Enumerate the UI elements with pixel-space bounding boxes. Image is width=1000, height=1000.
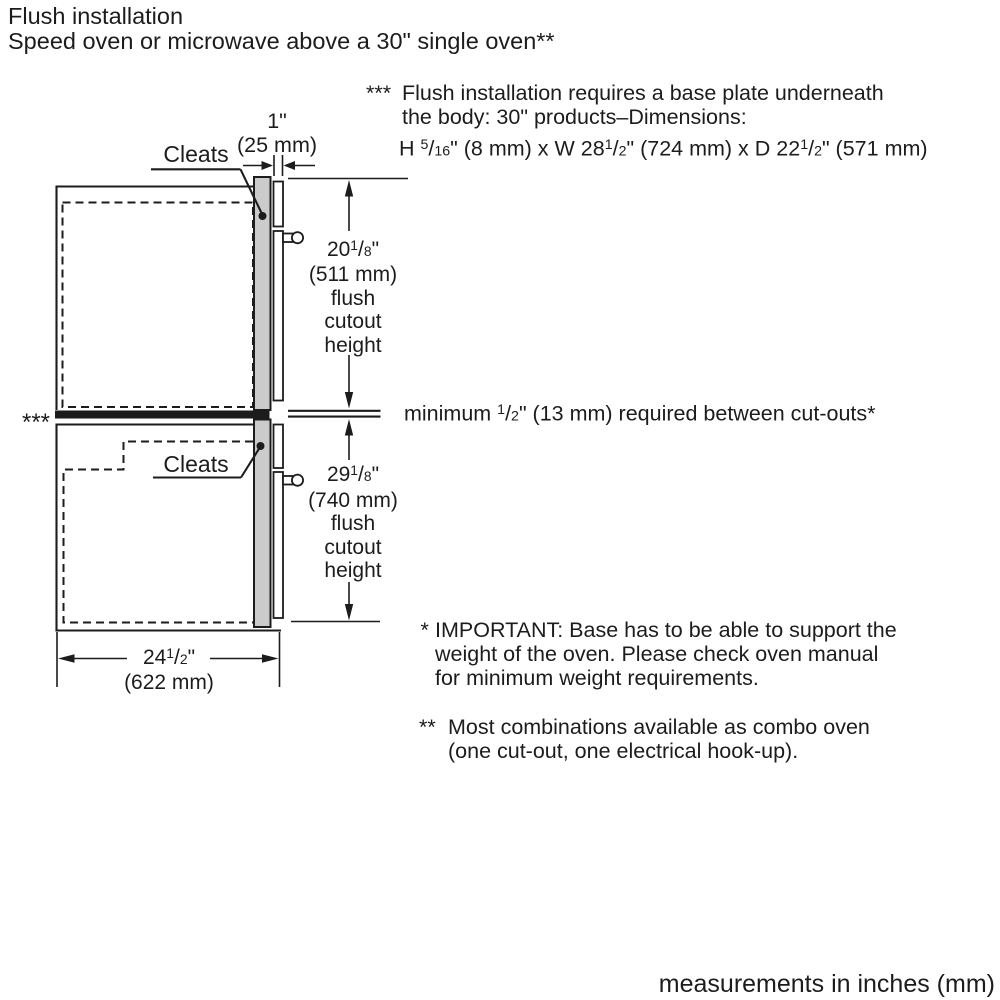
upper-oven-body-dashed: [63, 203, 254, 408]
dim-frac-num: 1: [350, 462, 359, 478]
dims-frac-num: 5: [420, 136, 429, 153]
dim-whole: 29: [326, 463, 351, 487]
note-important-line-2: weight of the oven. Please check oven manual: [435, 641, 879, 666]
upper-cutout-dim-word2: cutout: [324, 310, 382, 334]
cleats-label-bottom: Cleats: [163, 450, 229, 477]
width-dim-arrowhead-right: [262, 654, 279, 662]
dims-part: " (571 mm): [821, 135, 928, 160]
dim-frac-den: 8: [363, 468, 372, 485]
dims-frac-den: 2: [618, 142, 627, 159]
lower-cleat-bar: [254, 420, 271, 628]
note-important-line-1: IMPORTANT: Base has to be able to support the: [435, 618, 897, 642]
upper-cutout-dim-mm: (511 mm): [308, 263, 398, 287]
note-combo: [448, 716, 870, 764]
dims-frac-slash: /: [428, 135, 435, 160]
lower-trim-strip-bottom: [274, 472, 284, 618]
upper-cutout-dim-label: [294, 234, 412, 358]
lower-cutout-dim-value: [294, 459, 412, 489]
dim-frac-den: 8: [363, 242, 372, 259]
page-title: [8, 4, 555, 54]
dim-inch-mark: ": [371, 463, 380, 487]
dim-inch-mark: ": [187, 645, 196, 669]
dims-frac-num: 1: [800, 136, 809, 153]
dim-frac-num: 1: [350, 236, 359, 253]
note-important-marker: *: [420, 618, 429, 642]
upper-trim-strip-bottom: [274, 231, 284, 401]
page-title-line-1: Flush installation: [8, 3, 184, 29]
dim-frac-slash: /: [358, 463, 364, 487]
cleats-bottom-leader-dot: [257, 442, 265, 450]
dim-inch-mark: ": [371, 237, 380, 261]
cleats-label-top: Cleats: [163, 141, 229, 167]
note-min-gap: [404, 399, 876, 429]
min-gap-frac-den: 2: [511, 408, 519, 425]
note-baseplate: [402, 82, 884, 129]
note-baseplate-line-2: the body: 30" products–Dimensions:: [402, 104, 747, 129]
note-combo-line-1: Most combinations available as combo oven: [448, 715, 870, 739]
dims-part: H: [399, 135, 421, 160]
lower-dim-arrowhead-down: [345, 604, 353, 621]
dims-part: " (724 mm) x D 22: [626, 135, 801, 160]
lower-cutout-dim-word1: flush: [330, 512, 376, 536]
cleat-width-mm: (25 mm): [236, 133, 318, 157]
units-footer: measurements in inches (mm): [658, 970, 995, 998]
upper-dim-arrowhead-down: [345, 392, 353, 409]
dim-whole: 20: [326, 237, 351, 261]
min-gap-frac-num: 1: [497, 402, 506, 418]
upper-cleat-bar: [254, 177, 271, 410]
dims-frac-num: 1: [604, 136, 613, 153]
dim-frac-slash: /: [174, 645, 180, 669]
page-title-line-2: Speed oven or microwave above a 30" single oven**: [8, 28, 555, 54]
dims-frac-slash: /: [808, 135, 815, 160]
dim-frac-num: 1: [166, 644, 175, 661]
lower-trim-strip-top: [274, 425, 284, 469]
cleats-top-leader-dot: [259, 212, 267, 220]
width-dim-label: [110, 642, 228, 694]
upper-cutout-dim-word3: height: [324, 333, 382, 357]
cleat-width-arrowhead-left: [262, 161, 274, 170]
width-dim-mm: (622 mm): [124, 670, 214, 694]
upper-cutout-dim-word1: flush: [330, 286, 376, 310]
dim-frac-slash: /: [358, 237, 364, 261]
dim-frac-den: 2: [179, 650, 188, 667]
dims-part: " (8 mm) x W 28: [450, 135, 605, 160]
note-combo-marker: **: [419, 715, 436, 739]
width-dim-arrowhead-left: [58, 654, 75, 662]
note-baseplate-dimensions: [399, 134, 928, 164]
divider-base-plate-bar: [55, 411, 270, 419]
lower-cutout-dim-mm: (740 mm): [308, 488, 398, 512]
dims-frac-den: 2: [814, 142, 822, 159]
cleat-width-inch: 1": [267, 109, 287, 133]
upper-cutout-dim-value: [294, 234, 412, 264]
upper-trim-strip-top: [274, 182, 284, 227]
min-gap-frac-slash: /: [505, 401, 512, 426]
lower-cutout-dim-word2: cutout: [324, 535, 382, 559]
divider-asterisks: ***: [22, 409, 51, 436]
note-baseplate-line-1: Flush installation requires a base plate underneath: [402, 81, 884, 105]
cleat-width-arrowhead-right: [284, 161, 296, 170]
lower-cutout-dim-label: [294, 459, 412, 583]
note-important: [435, 619, 897, 690]
width-dim-value: [110, 642, 228, 671]
min-gap-part: " (13 mm) required between cut-outs*: [518, 401, 876, 426]
dim-whole: 24: [142, 645, 167, 669]
upper-cutout-outline: [57, 187, 255, 411]
lower-cutout-dim-word3: height: [324, 559, 382, 583]
min-gap-part: minimum: [404, 401, 498, 426]
note-important-line-3: for minimum weight requirements.: [435, 665, 759, 690]
note-combo-line-2: (one cut-out, one electrical hook-up).: [448, 738, 799, 763]
note-baseplate-marker: ***: [366, 81, 392, 105]
dims-frac-den: 16: [434, 142, 451, 159]
dims-frac-slash: /: [612, 135, 619, 160]
